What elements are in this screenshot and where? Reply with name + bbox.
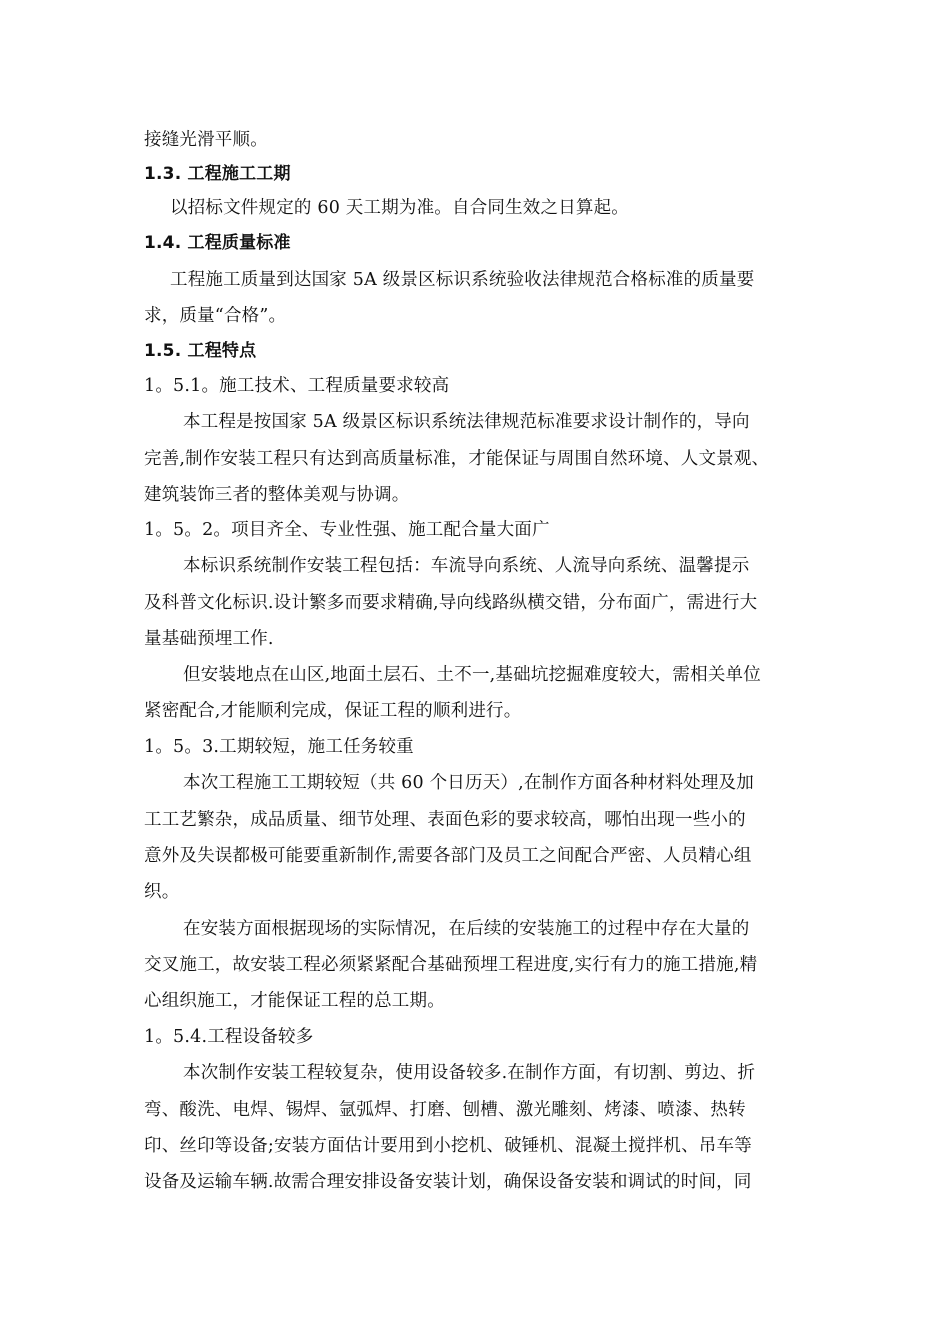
- paragraph-line: 但安装地点在山区,地面土层石、土不一,基础坑挖掘难度较大，需相关单位: [183, 665, 761, 685]
- paragraph-line: 本标识系统制作安装工程包括：车流导向系统、人流导向系统、温馨提示: [183, 556, 750, 576]
- subsection-heading: 1。5。2。项目齐全、专业性强、施工配合量大面广: [144, 520, 550, 540]
- paragraph-line: 紧密配合,才能顺利完成，保证工程的顺利进行。: [144, 701, 522, 721]
- paragraph-line: 弯、酸洗、电焊、锡焊、氩弧焊、打磨、刨槽、激光雕刻、烤漆、喷漆、热转: [144, 1100, 746, 1120]
- paragraph-line: 求，质量“合格”。: [144, 306, 287, 326]
- paragraph-line: 本次工程施工工期较短（共 60 个日历天）,在制作方面各种材料处理及加: [183, 773, 754, 793]
- section-heading: 1.3. 工程施工工期: [144, 164, 291, 184]
- paragraph-line: 印、丝印等设备;安装方面估计要用到小挖机、破锤机、混凝土搅拌机、吊车等: [144, 1136, 752, 1156]
- subsection-heading: 1。5。3.工期较短，施工任务较重: [144, 737, 414, 757]
- paragraph-line: 量基础预埋工作.: [144, 629, 274, 649]
- subsection-heading: 1。5.1。施工技术、工程质量要求较高: [144, 376, 450, 396]
- section-heading: 1.4. 工程质量标准: [144, 233, 291, 253]
- paragraph-line: 设备及运输车辆.故需合理安排设备安装计划，确保设备安装和调试的时间，同: [144, 1172, 752, 1192]
- paragraph-line: 及科普文化标识.设计繁多而要求精确,导向线路纵横交错，分布面广，需进行大: [144, 593, 758, 613]
- paragraph-line: 交叉施工，故安装工程必须紧紧配合基础预埋工程进度,实行有力的施工措施,精: [144, 955, 758, 975]
- subsection-heading: 1。5.4.工程设备较多: [144, 1027, 314, 1047]
- paragraph-line: 本次制作安装工程较复杂，使用设备较多.在制作方面，有切割、剪边、折: [183, 1063, 756, 1083]
- paragraph-line: 接缝光滑平顺。: [144, 130, 268, 150]
- paragraph-line: 心组织施工，才能保证工程的总工期。: [144, 991, 445, 1011]
- paragraph-line: 工工艺繁杂，成品质量、细节处理、表面色彩的要求较高，哪怕出现一些小的: [144, 810, 746, 830]
- paragraph-line: 在安装方面根据现场的实际情况，在后续的安装施工的过程中存在大量的: [183, 919, 750, 939]
- section-heading: 1.5. 工程特点: [144, 341, 257, 361]
- paragraph-line: 建筑装饰三者的整体美观与协调。: [144, 485, 410, 505]
- paragraph-line: 完善,制作安装工程只有达到高质量标准，才能保证与周围自然环境、人文景观、: [144, 449, 770, 469]
- paragraph-line: 意外及失误都极可能要重新制作,需要各部门及员工之间配合严密、人员精心组: [144, 846, 752, 866]
- paragraph-line: 工程施工质量到达国家 5A 级景区标识系统验收法律规范合格标准的质量要: [170, 270, 755, 290]
- paragraph-line: 本工程是按国家 5A 级景区标识系统法律规范标准要求设计制作的，导向: [183, 412, 750, 432]
- paragraph-line: 织。: [144, 882, 180, 902]
- paragraph-line: 以招标文件规定的 60 天工期为准。自合同生效之日算起。: [170, 198, 629, 218]
